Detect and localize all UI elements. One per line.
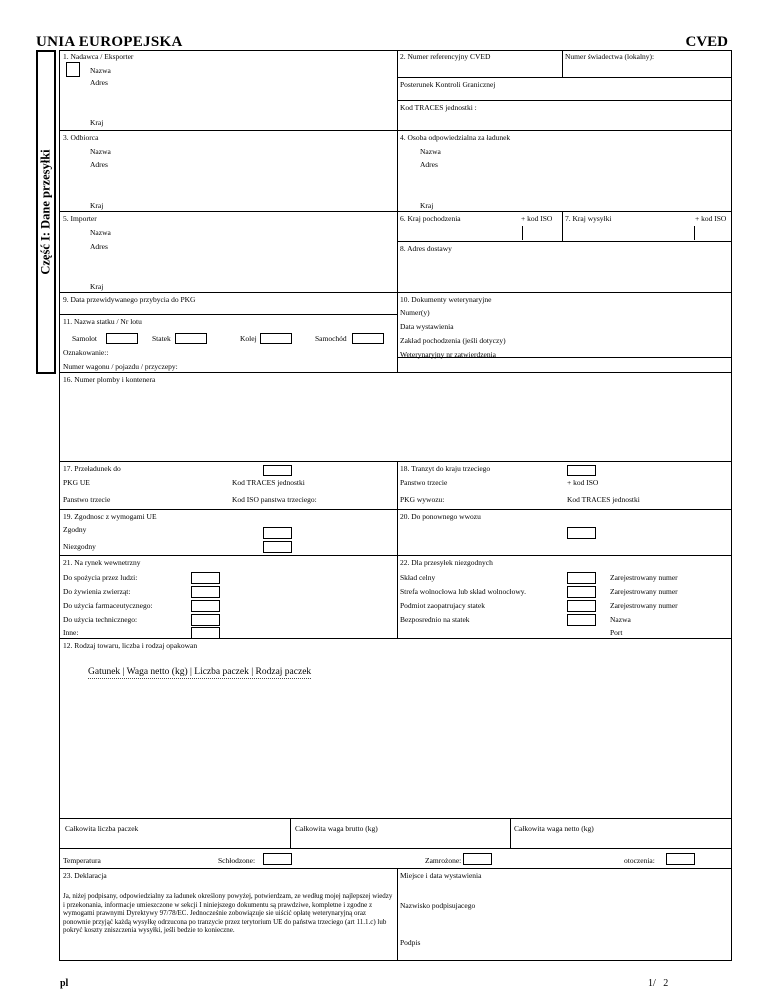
third-country-iso-17-label: Kod ISO panstwa trzeciego:: [232, 495, 317, 504]
person-country-label: Kraj: [420, 201, 434, 210]
vessel-flight-label: 11. Nazwa statku / Nr lotu: [63, 317, 142, 326]
page-number: 1/ 2: [648, 978, 669, 989]
grid-line: [59, 461, 732, 462]
pharmaceutical-checkbox[interactable]: [191, 600, 220, 612]
document-type: CVED: [685, 34, 728, 50]
grid-line: [59, 50, 60, 961]
registered-number-2-label: Zarejestrowany numer: [610, 587, 678, 596]
doc-number-label: Numer(y): [400, 308, 430, 317]
registered-number-3-label: Zarejestrowany numer: [610, 601, 678, 610]
signature-label: Podpis: [400, 938, 421, 947]
grid-line: [562, 50, 563, 77]
ship-supplier-label: Podmiot zaopatrujacy statek: [400, 601, 485, 610]
bip-eu-label: PKG UE: [63, 478, 90, 487]
grid-line: [510, 818, 511, 848]
ship-supplier-checkbox[interactable]: [567, 600, 596, 612]
seal-container-label: 16. Numer plomby i kontenera: [63, 375, 156, 384]
consignor-name-label: Nazwa: [90, 66, 111, 75]
importer-country-label: Kraj: [90, 282, 104, 291]
road-checkbox[interactable]: [352, 333, 384, 344]
plane-label: Samolot: [72, 334, 98, 343]
bip-label: Posterunek Kontroli Granicznej: [400, 80, 496, 89]
arrival-date-label: 9. Data przewidywanego przybycia do PKG: [63, 295, 196, 304]
wagon-label: Numer wagonu / pojazdu / przyczepy:: [63, 362, 178, 371]
grid-line: [397, 100, 732, 101]
noncompliant-checkbox[interactable]: [263, 541, 292, 553]
free-zone-label: Strefa wolnocłowa lub skład wolnocłowy.: [400, 587, 526, 596]
transit-label: 18. Tranzyt do kraju trzeciego: [400, 464, 491, 473]
reentry-label: 20. Do ponownego wwozu: [400, 512, 481, 521]
ambient-checkbox[interactable]: [666, 853, 695, 865]
signatory-name-label: Nazwisko podpisujacego: [400, 901, 476, 910]
country-origin-label: 6. Kraj pochodzenia: [400, 214, 461, 223]
person-responsible-label: 4. Osoba odpowiedzialna za ładunek: [400, 133, 511, 142]
consignee-address-label: Adres: [90, 160, 108, 169]
port-label: Port: [610, 628, 623, 637]
grid-line: [731, 50, 732, 961]
grid-line: [59, 314, 397, 315]
chilled-label: Schłodzone:: [218, 856, 256, 865]
transhipment-checkbox[interactable]: [263, 465, 292, 476]
exit-bip-label: PKG wywozu:: [400, 495, 445, 504]
commodity-columns-header: Gatunek | Waga netto (kg) | Liczba paczek | Rodzaj paczek: [88, 667, 312, 677]
human-consumption-checkbox[interactable]: [191, 572, 220, 584]
consignee-country-label: Kraj: [90, 201, 104, 210]
road-label: Samochód: [315, 334, 347, 343]
reentry-checkbox[interactable]: [567, 527, 596, 539]
grid-line: [59, 818, 732, 819]
third-country-iso-18-label: + kod ISO: [567, 478, 599, 487]
total-net-weight-label: Całkowita waga netto (kg): [514, 824, 594, 833]
grid-line: [397, 241, 732, 242]
country-origin-iso-label: + kod ISO: [521, 214, 553, 223]
ship-label: Statek: [152, 334, 171, 343]
cved-ref-label: 2. Numer referencyjny CVED: [400, 52, 491, 61]
third-country-18-label: Panstwo trzecie: [400, 478, 448, 487]
consignor-country-label: Kraj: [90, 118, 104, 127]
grid-line: [397, 868, 398, 961]
grid-line: [59, 848, 732, 849]
eu-compliance-label: 19. Zgodnosc z wymogami UE: [63, 512, 157, 521]
transit-checkbox[interactable]: [567, 465, 596, 476]
technical-use-checkbox[interactable]: [191, 614, 220, 626]
grid-line: [59, 292, 732, 293]
establishment-label: Zakład pochodzenia (jeśli dotyczy): [400, 336, 506, 345]
document-title: UNIA EUROPEJSKA: [36, 34, 183, 50]
place-date-label: Miejsce i data wystawienia: [400, 871, 482, 880]
frozen-label: Zamrożone:: [425, 856, 462, 865]
animal-feed-label: Do żywienia zwierząt:: [63, 587, 131, 596]
consignee-label: 3. Odbiorca: [63, 133, 99, 142]
vet-approval-label: Weterynaryjny nr zatwierdzenia: [400, 350, 497, 359]
doc-date-label: Data wystawienia: [400, 322, 454, 331]
grid-line: [59, 509, 732, 510]
plane-checkbox[interactable]: [106, 333, 138, 344]
ship-checkbox[interactable]: [175, 333, 207, 344]
compliant-label: Zgodny: [63, 525, 87, 534]
customs-warehouse-checkbox[interactable]: [567, 572, 596, 584]
transhipment-label: 17. Przeładunek do: [63, 464, 121, 473]
grid-line: [562, 211, 563, 241]
rail-label: Kolej: [240, 334, 257, 343]
grid-line: [59, 50, 732, 51]
importer-address-label: Adres: [90, 242, 108, 251]
grid-line: [59, 372, 732, 373]
part-side-panel: [36, 50, 56, 374]
traces-unit-17-label: Kod TRACES jednostki: [232, 478, 305, 487]
grid-line: [59, 555, 732, 556]
direct-to-ship-label: Bezposrednio na statek: [400, 615, 470, 624]
traces-unit-18-label: Kod TRACES jednostki: [567, 495, 640, 504]
registered-number-1-label: Zarejestrowany numer: [610, 573, 678, 582]
consignor-label: 1. Nadawca / Eksporter: [63, 52, 134, 61]
marking-label: Oznakowanie::: [63, 348, 109, 357]
vet-documents-label: 10. Dokumenty weterynaryjne: [400, 295, 492, 304]
customs-warehouse-label: Skład celny: [400, 573, 436, 582]
grid-line: [59, 868, 732, 869]
grid-line: [59, 638, 732, 639]
chilled-checkbox[interactable]: [263, 853, 292, 865]
traces-unit-label: Kod TRACES jednostki :: [400, 103, 477, 112]
grid-line: [397, 461, 398, 638]
iso-separator: [694, 226, 695, 240]
commodity-label: 12. Rodzaj towaru, liczba i rodzaj opakowan: [63, 641, 198, 650]
noncompliant-consignments-label: 22. Dla przesyłek niezgodnych: [400, 558, 493, 567]
total-gross-weight-label: Całkowita waga brutto (kg): [295, 824, 378, 833]
consignee-name-label: Nazwa: [90, 147, 111, 156]
language-code: pl: [60, 978, 69, 989]
free-zone-checkbox[interactable]: [567, 586, 596, 598]
ship-name-label: Nazwa: [610, 615, 631, 624]
person-address-label: Adres: [420, 160, 438, 169]
grid-line: [290, 818, 291, 848]
human-consumption-label: Do spożycia przez ludzi:: [63, 573, 138, 582]
country-dispatch-label: 7. Kraj wysyłki: [565, 214, 612, 223]
iso-separator: [522, 226, 523, 240]
declaration-text: Ja, niżej podpisany, odpowiedzialny za ładunek określony powyżej, potwierdzam, ze według mojej najlepszej wiedzy i przekonania, informacje umieszczone w sekcji I niniejszego dokumentu są prawdziwe, kompletne i zgodne z wymogami prawnymi Dyrektywy 97/78/EC. Jednocześnie zobowiązuje sie uiścić opłatę weterynaryjną oraz ponownie przyjąć każdą wysyłkę odrzucona po tranzycie przez terytorium UE do państwa trzeciego (art 11.1.c) lub pokryć koszty zniszczenia wysyłki, jeśli bedzie to konieczne.: [63, 892, 393, 935]
grid-line: [397, 77, 732, 78]
consignor-checkbox[interactable]: [66, 62, 80, 77]
person-name-label: Nazwa: [420, 147, 441, 156]
compliant-checkbox[interactable]: [263, 527, 292, 539]
delivery-address-label: 8. Adres dostawy: [400, 244, 452, 253]
grid-line: [59, 211, 732, 212]
frozen-checkbox[interactable]: [463, 853, 492, 865]
grid-line: [59, 130, 732, 131]
other-use-checkbox[interactable]: [191, 627, 220, 639]
grid-line: [59, 960, 732, 961]
local-cert-label: Numer świadectwa (lokalny):: [565, 52, 655, 61]
importer-name-label: Nazwa: [90, 228, 111, 237]
total-packages-label: Całkowita liczba paczek: [65, 824, 139, 833]
importer-label: 5. Importer: [63, 214, 97, 223]
consignor-address-label: Adres: [90, 78, 108, 87]
rail-checkbox[interactable]: [260, 333, 292, 344]
noncompliant-label: Niezgodny: [63, 542, 96, 551]
other-use-label: Inne:: [63, 628, 79, 637]
part-side-label: Część I: Dane przesyłki: [38, 149, 53, 275]
animal-feed-checkbox[interactable]: [191, 586, 220, 598]
direct-to-ship-checkbox[interactable]: [567, 614, 596, 626]
ambient-label: otoczenia:: [624, 856, 655, 865]
declaration-label: 23. Deklaracja: [63, 871, 107, 880]
third-country-17-label: Panstwo trzecie: [63, 495, 111, 504]
pharmaceutical-label: Do użycia farmaceutycznego:: [63, 601, 153, 610]
technical-use-label: Do użycia technicznego:: [63, 615, 138, 624]
country-dispatch-iso-label: + kod ISO: [695, 214, 727, 223]
temperature-label: Temperatura: [63, 856, 101, 865]
internal-market-label: 21. Na rynek wewnetrzny: [63, 558, 141, 567]
